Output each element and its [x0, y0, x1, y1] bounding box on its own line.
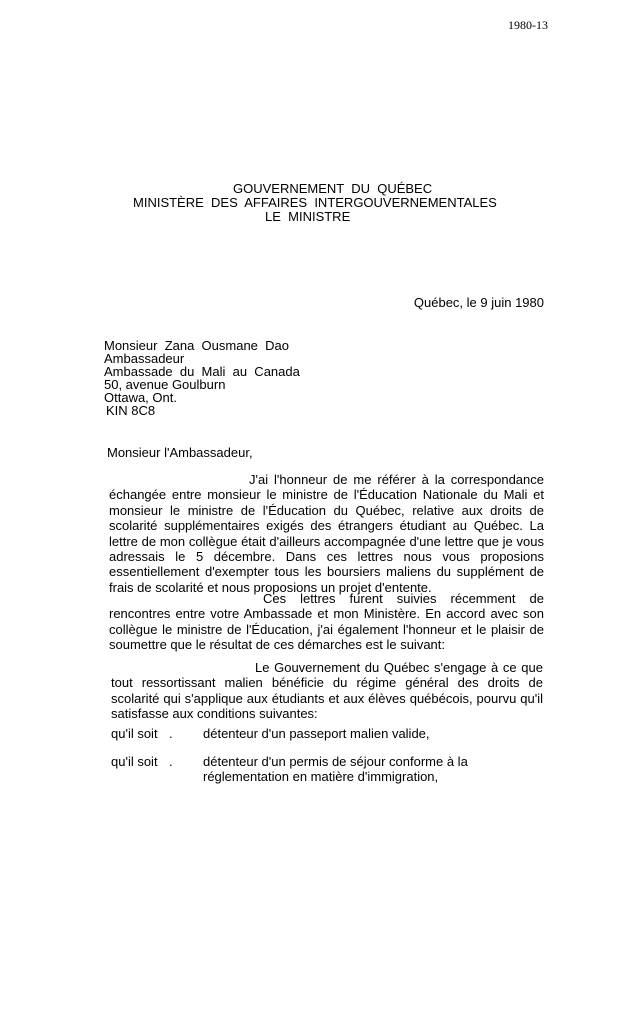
- document-reference: 1980-13: [508, 18, 548, 32]
- recipient-name: Monsieur Zana Ousmane Dao: [104, 338, 289, 353]
- letterhead-ministry: MINISTÈRE DES AFFAIRES INTERGOUVERNEMENTALES: [133, 195, 497, 210]
- condition-label: qu'il soit: [111, 754, 158, 769]
- letterhead-government: GOUVERNEMENT DU QUÉBEC: [233, 181, 433, 196]
- paragraph-2: [109, 591, 544, 653]
- salutation: Monsieur l'Ambassadeur,: [107, 445, 253, 460]
- recipient-postal-code: KIN 8C8: [106, 403, 156, 418]
- paragraph-1-text: J'ai l'honneur de me référer à la correspondance échangée entre monsieur le ministre de l'Éducation Nationale du Mali et monsieur le ministre de l'Éducation du Québec, relative aux droits de scolarité supplémentaires exigés des étrangers étudiant au Québec. La lettre de mon collègue était d'ailleurs accompagnée d'une lettre que je vous adressais le 5 décembre. Dans ces lettres nous vous proposions essentiellement d'exempter tous les boursiers maliens du supplément de frais de scolarité et nous proposions un projet d'entente.: [109, 472, 544, 595]
- condition-text: détenteur d'un permis de séjour conforme à la réglementation en matière d'immigration,: [203, 754, 468, 784]
- recipient-organization: Ambassade du Mali au Canada: [104, 364, 300, 379]
- letterhead-minister: LE MINISTRE: [265, 209, 351, 224]
- condition-marker: .: [169, 726, 173, 741]
- paragraph-3-text: Le Gouvernement du Québec s'engage à ce que tout ressortissant malien bénéficie du régime général des droits de scolarité qui s'applique aux étudiants et aux élèves québécois, pourvu qu'il satisfasse aux conditions suivantes:: [111, 660, 543, 722]
- paragraph-2-text: Ces lettres furent suivies récemment de rencontres entre votre Ambassade et mon Ministère. En accord avec son collègue le ministre de l'Éducation, j'ai également l'honneur et le plaisir de soumettre que le résultat de ces démarches est le suivant:: [109, 591, 544, 653]
- paragraph-3: [111, 660, 543, 722]
- paragraph-1: [109, 472, 544, 595]
- condition-text: détenteur d'un passeport malien valide,: [203, 726, 430, 741]
- condition-label: qu'il soit: [111, 726, 158, 741]
- recipient-city: Ottawa, Ont.: [104, 390, 177, 405]
- condition-marker: .: [169, 754, 173, 769]
- recipient-street: 50, avenue Goulburn: [104, 377, 226, 392]
- recipient-title: Ambassadeur: [104, 351, 185, 366]
- recipient-address: [104, 339, 300, 417]
- letter-date: Québec, le 9 juin 1980: [413, 295, 544, 310]
